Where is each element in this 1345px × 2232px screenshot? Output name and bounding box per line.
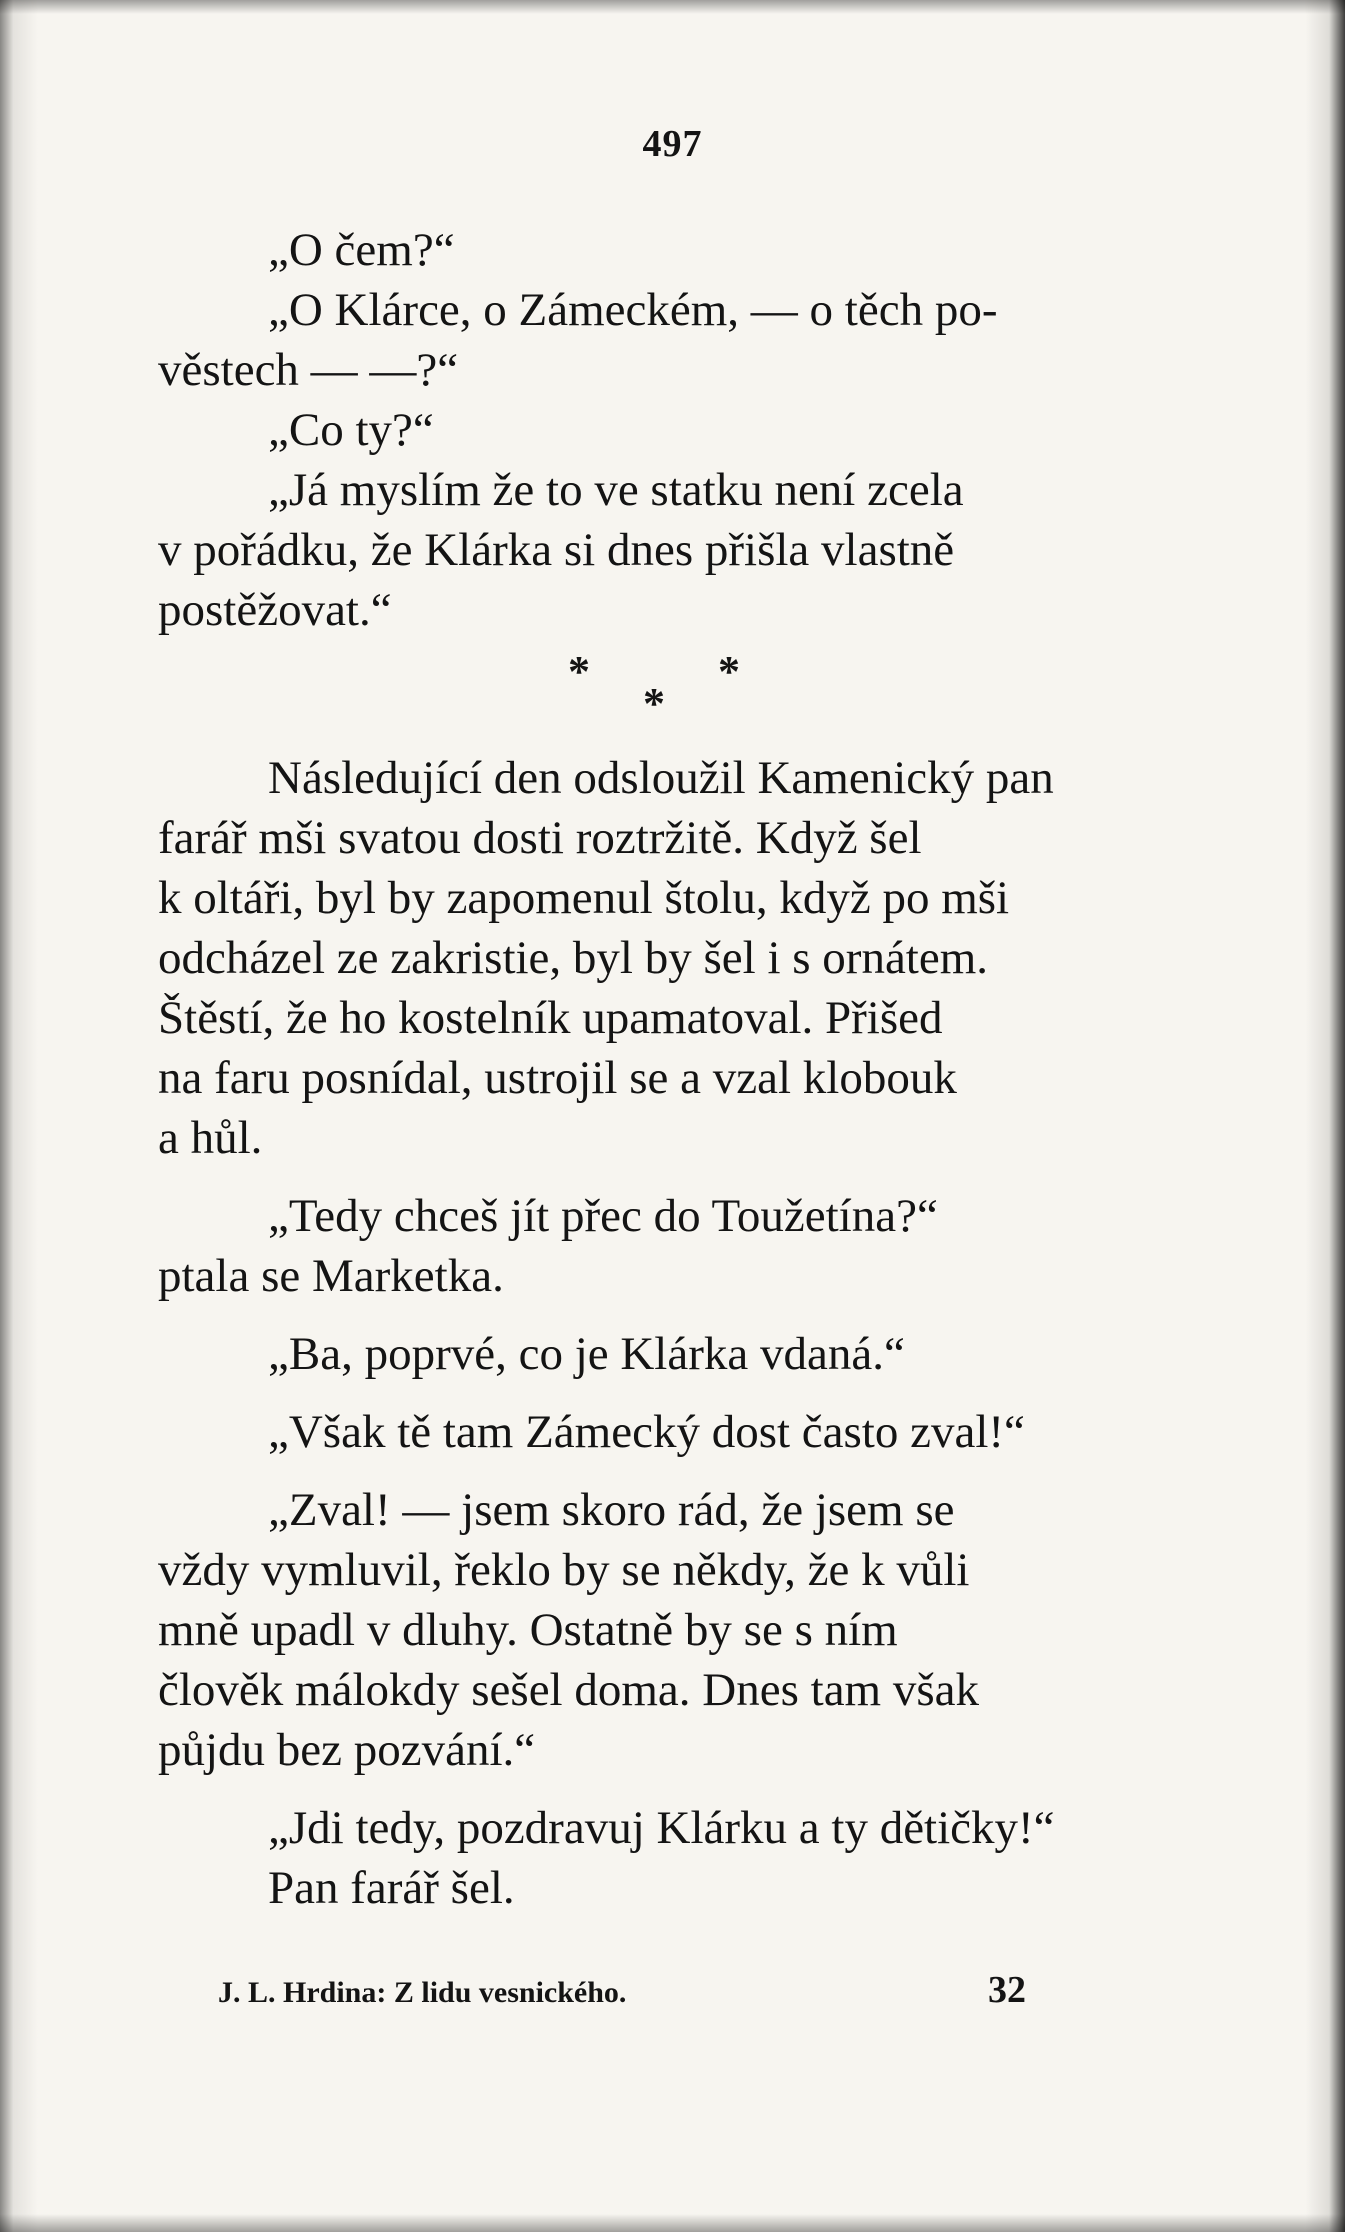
footer-signature: 32 <box>988 1969 1026 2011</box>
text-line: Štěstí, že ho kostelník upamatoval. Přišed <box>158 992 943 1044</box>
page-number: 497 <box>642 123 703 165</box>
text-line: a hůl. <box>158 1112 263 1164</box>
text-line: „Však tě tam Zámecký dost často zval!“ <box>268 1406 1025 1458</box>
text-line: Pan farář šel. <box>268 1862 515 1914</box>
scan-edge-left <box>0 0 38 2232</box>
text-line: „O čem?“ <box>268 224 455 276</box>
text-line: „Ba, poprvé, co je Klárka vdaná.“ <box>268 1328 905 1380</box>
text-line: k oltáři, byl by zapomenul štolu, když po mši <box>158 872 1010 924</box>
text-line: „Jdi tedy, pozdravuj Klárku a ty dětičky!“ <box>268 1802 1055 1854</box>
text-line: ptala se Marketka. <box>158 1250 504 1302</box>
text-line: postěžovat.“ <box>158 584 392 636</box>
text-line: v pořádku, že Klárka si dnes přišla vlastně <box>158 524 955 576</box>
scan-edge-top <box>0 0 1345 14</box>
text-line <box>158 280 1158 340</box>
body-text <box>158 220 1158 1918</box>
asterisk: * <box>718 647 740 696</box>
footer-author-title: J. L. Hrdina: Z lidu vesnického. <box>218 1976 627 2009</box>
text-line: věstech — —?“ <box>158 344 459 396</box>
scan-edge-right <box>1305 0 1345 2232</box>
text-line: mně upadl v dluhy. Ostatně by se s ním <box>158 1604 898 1656</box>
asterisk: * <box>643 679 665 728</box>
text-line: odcházel ze zakristie, byl by šel i s ornátem. <box>158 932 989 984</box>
section-separator <box>158 646 1158 736</box>
text-line: „Co ty?“ <box>268 404 434 456</box>
page-footer <box>218 1968 1026 2012</box>
asterisk: * <box>568 647 590 696</box>
text-line: na faru posnídal, ustrojil se a vzal klobouk <box>158 1052 957 1104</box>
text-line-content: „O Klárce, o Zámeckém, — o těch po- <box>268 284 998 336</box>
text-line: „Já myslím že to ve statku není zcela <box>268 464 964 516</box>
text-line: „Tedy chceš jít přec do Toužetína?“ <box>268 1190 938 1242</box>
text-line: farář mši svatou dosti roztržitě. Když šel <box>158 812 922 864</box>
text-line: člověk málokdy sešel doma. Dnes tam však <box>158 1664 980 1716</box>
scan-edge-bottom <box>0 2214 1345 2232</box>
text-line: vždy vymluvil, řeklo by se někdy, že k vůli <box>158 1544 970 1596</box>
text-line: půjdu bez pozvání.“ <box>158 1724 536 1776</box>
text-line: Následující den odsloužil Kamenický pan <box>268 752 1054 804</box>
text-line: „Zval! — jsem skoro rád, že jsem se <box>268 1484 955 1536</box>
